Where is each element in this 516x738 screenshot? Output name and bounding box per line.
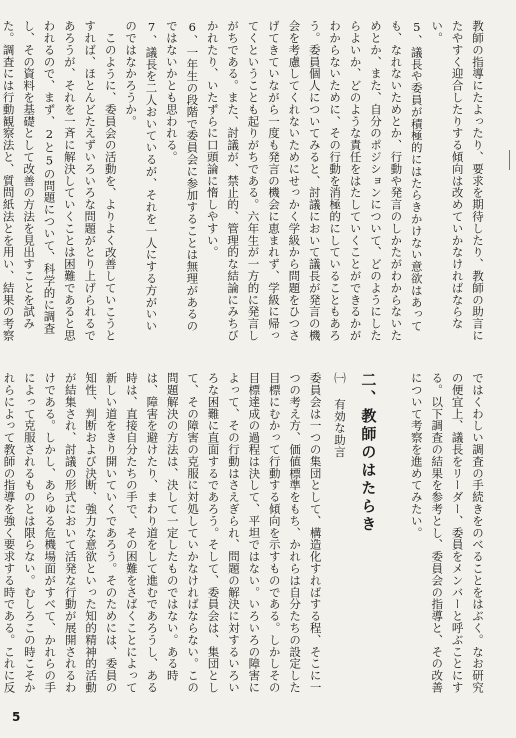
margin-mark (509, 150, 510, 170)
upper-text-block (1, 20, 488, 342)
lower-text-block (2, 372, 488, 702)
subsection-heading: ㈠ 有効な助言 (332, 372, 347, 458)
paragraph: ではくわしい調査の手続きをのべることをはぶく。なお研究の便宜上、議長をリーダー、委員をメンバーと呼ぶことにする。以下調査の結果を参考とし、委員会の指導と、その改善について考察を進めてみたい。 (409, 372, 485, 694)
paragraph: 7、議長を二人おいているが、それを一人にする方がいいのではなかろうか。 (124, 20, 159, 332)
paragraph: このように、委員会の活動を、よりよく改善していこうとすれば、ほとんどたえずいろいろな問題がとり上げられるであろうが、それを一斉に解決していくことは困難であると思われるので、まず、2と5の問題について、科学的に調査し、その資料を基礎として改善の方法を見出すことを試みた。調査には行動観察法と、質問紙法とを用い、結果の考察 (1, 20, 118, 342)
spacer (386, 372, 406, 702)
section-heading: 二、教師のはたらき (359, 372, 378, 534)
paragraph: 委員会は一つの集団として、構造化すればする程、そこに一つの考え方、価値標準をもち、かれらは自分たちの設定した目標にむかって行動する傾向を示すものである。しかしその目標達成の過程は決して、平坦ではない。いろいろの障害によって、その行動はさえぎられ、問題の解決に対するいろいろな困難に直面するであろう。そして、委員会は、集団として、その障害の克服に対処していかなければならない。この問題解決の方法は、決して一定したものではない。ある時は、障害を避けたり、まわり道をして進むであろうし、ある時は、直接自分たちの手で、その困難をさばくことによって新しい道をきり開いていくであろう。そのためには、委員の知性、判断および決断、強力な意欲といった知的精神的活動が結集され、討議の形式において活発な行動が展開されるわけである。しかし、あらゆる危機場面がすべて、かれらの手によって克服されるものとは限らない。むしろこの時こそかれらによって教師の指導を強く要求する時である。これに反 (2, 372, 323, 694)
paragraph: 6、一年生の段階で委員会に参加することは無理があるのではないかとも思われる。 (164, 20, 200, 332)
page-number: 5 (12, 710, 21, 724)
paragraph: 5、議長や委員が積極的にはたらきかけない意欲はあっても、なれないためとか、行動や発言のしかたがわからないためとか、また、自分のポジションについて、どのようにしたらよいか、どのような責任をはたしていくことができるかがわからないために、その行動を消極的にしていることもあろう。委員個人についてみると、討議において議長が発言の機会を考慮してくれないためにせっかく学級から問題をひつさげてきていながら一度も発言の機会に恵まれず、学級に帰ってくということも起りがちである。六年生が一方的に発言しがちである。また、討議が、禁止的、管理的な結論にみちびかれたり、いたずらに口頭論に惰しやすい。 (205, 20, 424, 342)
paragraph: 教師の指導にたよったり、要求を期待したり、教師の助言にたやすく迎合したりする傾向は改めていかなければならない。 (430, 20, 485, 342)
